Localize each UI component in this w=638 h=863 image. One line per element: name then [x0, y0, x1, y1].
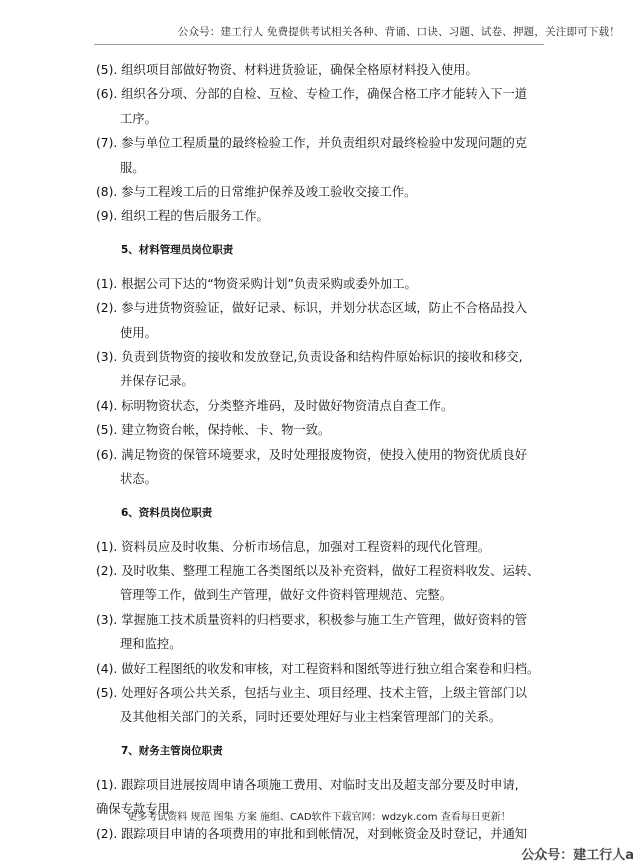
- list-item: [96, 822, 544, 846]
- text-line: 工序。: [120, 111, 157, 126]
- text-line: 服。: [120, 160, 145, 175]
- page-header: 公众号：建工行人 免费提供考试相关各种、背诵、口诀、习题、试卷、押题，关注即可下载！: [177, 26, 620, 38]
- text-line: (8). 参与工程竣工后的日常维护保养及竣工验收交接工作。: [96, 185, 417, 200]
- text-line: 管理等工作，做到生产管理，做好文件资料管理规范、完整。: [120, 588, 453, 603]
- text-line: (5). 建立物资台帐，保持帐、卡、物一致。: [96, 423, 331, 438]
- list-item: [96, 559, 544, 608]
- list-item: [96, 443, 544, 492]
- text-line: (4). 标明物资状态，分类整齐堆码，及时做好物资清点自查工作。: [96, 398, 454, 413]
- list-item: [96, 204, 544, 228]
- text-line: 5、材料管理员岗位职责: [121, 244, 234, 257]
- text-line: (3). 掌握施工技术质量资料的归档要求，积极参与施工生产管理，做好资料的管: [96, 612, 528, 627]
- text-line: 及其他相关部门的关系，同时还要处理好与业主档案管理部门的关系。: [120, 710, 502, 725]
- text-line: 状态。: [120, 472, 157, 487]
- list-item: [96, 608, 544, 657]
- list-item: [96, 418, 544, 442]
- text-line: (1). 根据公司下达的“物资采购计划”负责采购或委外加工。: [96, 276, 417, 291]
- list-item: [96, 535, 544, 559]
- text-line: (6). 满足物资的保管环境要求，及时处理报废物资，使投入使用的物资优质良好: [96, 447, 528, 462]
- list-item: [96, 82, 544, 131]
- section-heading: [96, 502, 544, 524]
- list-item: [96, 657, 544, 681]
- list-item: [96, 272, 544, 296]
- header-divider: [94, 44, 544, 45]
- text-line: (2). 参与进货物资验证，做好记录、标识，并划分状态区域，防止不合格品投入: [96, 301, 528, 316]
- watermark: 公众号：建工行人a: [521, 848, 634, 863]
- text-line: (5). 处理好各项公共关系，包括与业主、项目经理、技术主管，上级主管部门以: [96, 685, 528, 700]
- page-footer: 更多考试资料 规范 图集 方案 施组、CAD软件下载官网：wdzyk.com 查看每日更新！: [127, 812, 511, 823]
- list-item: [96, 131, 544, 180]
- text-line: 确保专款专用。: [96, 802, 183, 817]
- text-line: 并保存记录。: [120, 374, 194, 389]
- text-line: (4). 做好工程图纸的收发和审核，对工程资料和图纸等进行独立组合案卷和归档。: [96, 661, 540, 676]
- list-item: [96, 58, 544, 82]
- text-line: (3). 负责到货物资的接收和发放登记,负责设备和结构件原始标识的接收和移交,: [96, 350, 523, 365]
- list-item: [96, 394, 544, 418]
- text-line: 7、财务主管岗位职责: [121, 745, 223, 758]
- text-line: 使用。: [120, 325, 157, 340]
- text-line: (1). 资料员应及时收集、分析市场信息，加强对工程资料的现代化管理。: [96, 539, 491, 554]
- list-item: [96, 180, 544, 204]
- section-heading: [96, 239, 544, 261]
- list-item: [96, 296, 544, 345]
- text-line: 理和监控。: [120, 637, 182, 652]
- list-item: [96, 345, 544, 394]
- text-line: (2). 及时收集、整理工程施工各类图纸以及补充资料，做好工程资料收发、运转、: [96, 563, 540, 578]
- text-line: (1). 跟踪项目进展按周申请各项施工费用、对临时支出及超支部分要及时申请,: [96, 777, 519, 792]
- text-line: (9). 组织工程的售后服务工作。: [96, 209, 269, 224]
- document-body: [96, 58, 544, 846]
- section-heading: [96, 740, 544, 762]
- text-line: (7). 参与单位工程质量的最终检验工作，并负责组织对最终检验中发现问题的克: [96, 136, 528, 151]
- text-line: 6、资料员岗位职责: [121, 507, 213, 519]
- text-line: (6). 组织各分项、分部的自检、互检、专检工作，确保合格工序才能转入下一道: [96, 87, 528, 102]
- text-line: (2). 跟踪项目申请的各项费用的审批和到帐情况，对到帐资金及时登记，并通知: [96, 826, 528, 841]
- text-line: (5). 组织项目部做好物资、材料进货验证，确保全格原材料投入使用。: [96, 63, 478, 77]
- list-item: [96, 681, 544, 730]
